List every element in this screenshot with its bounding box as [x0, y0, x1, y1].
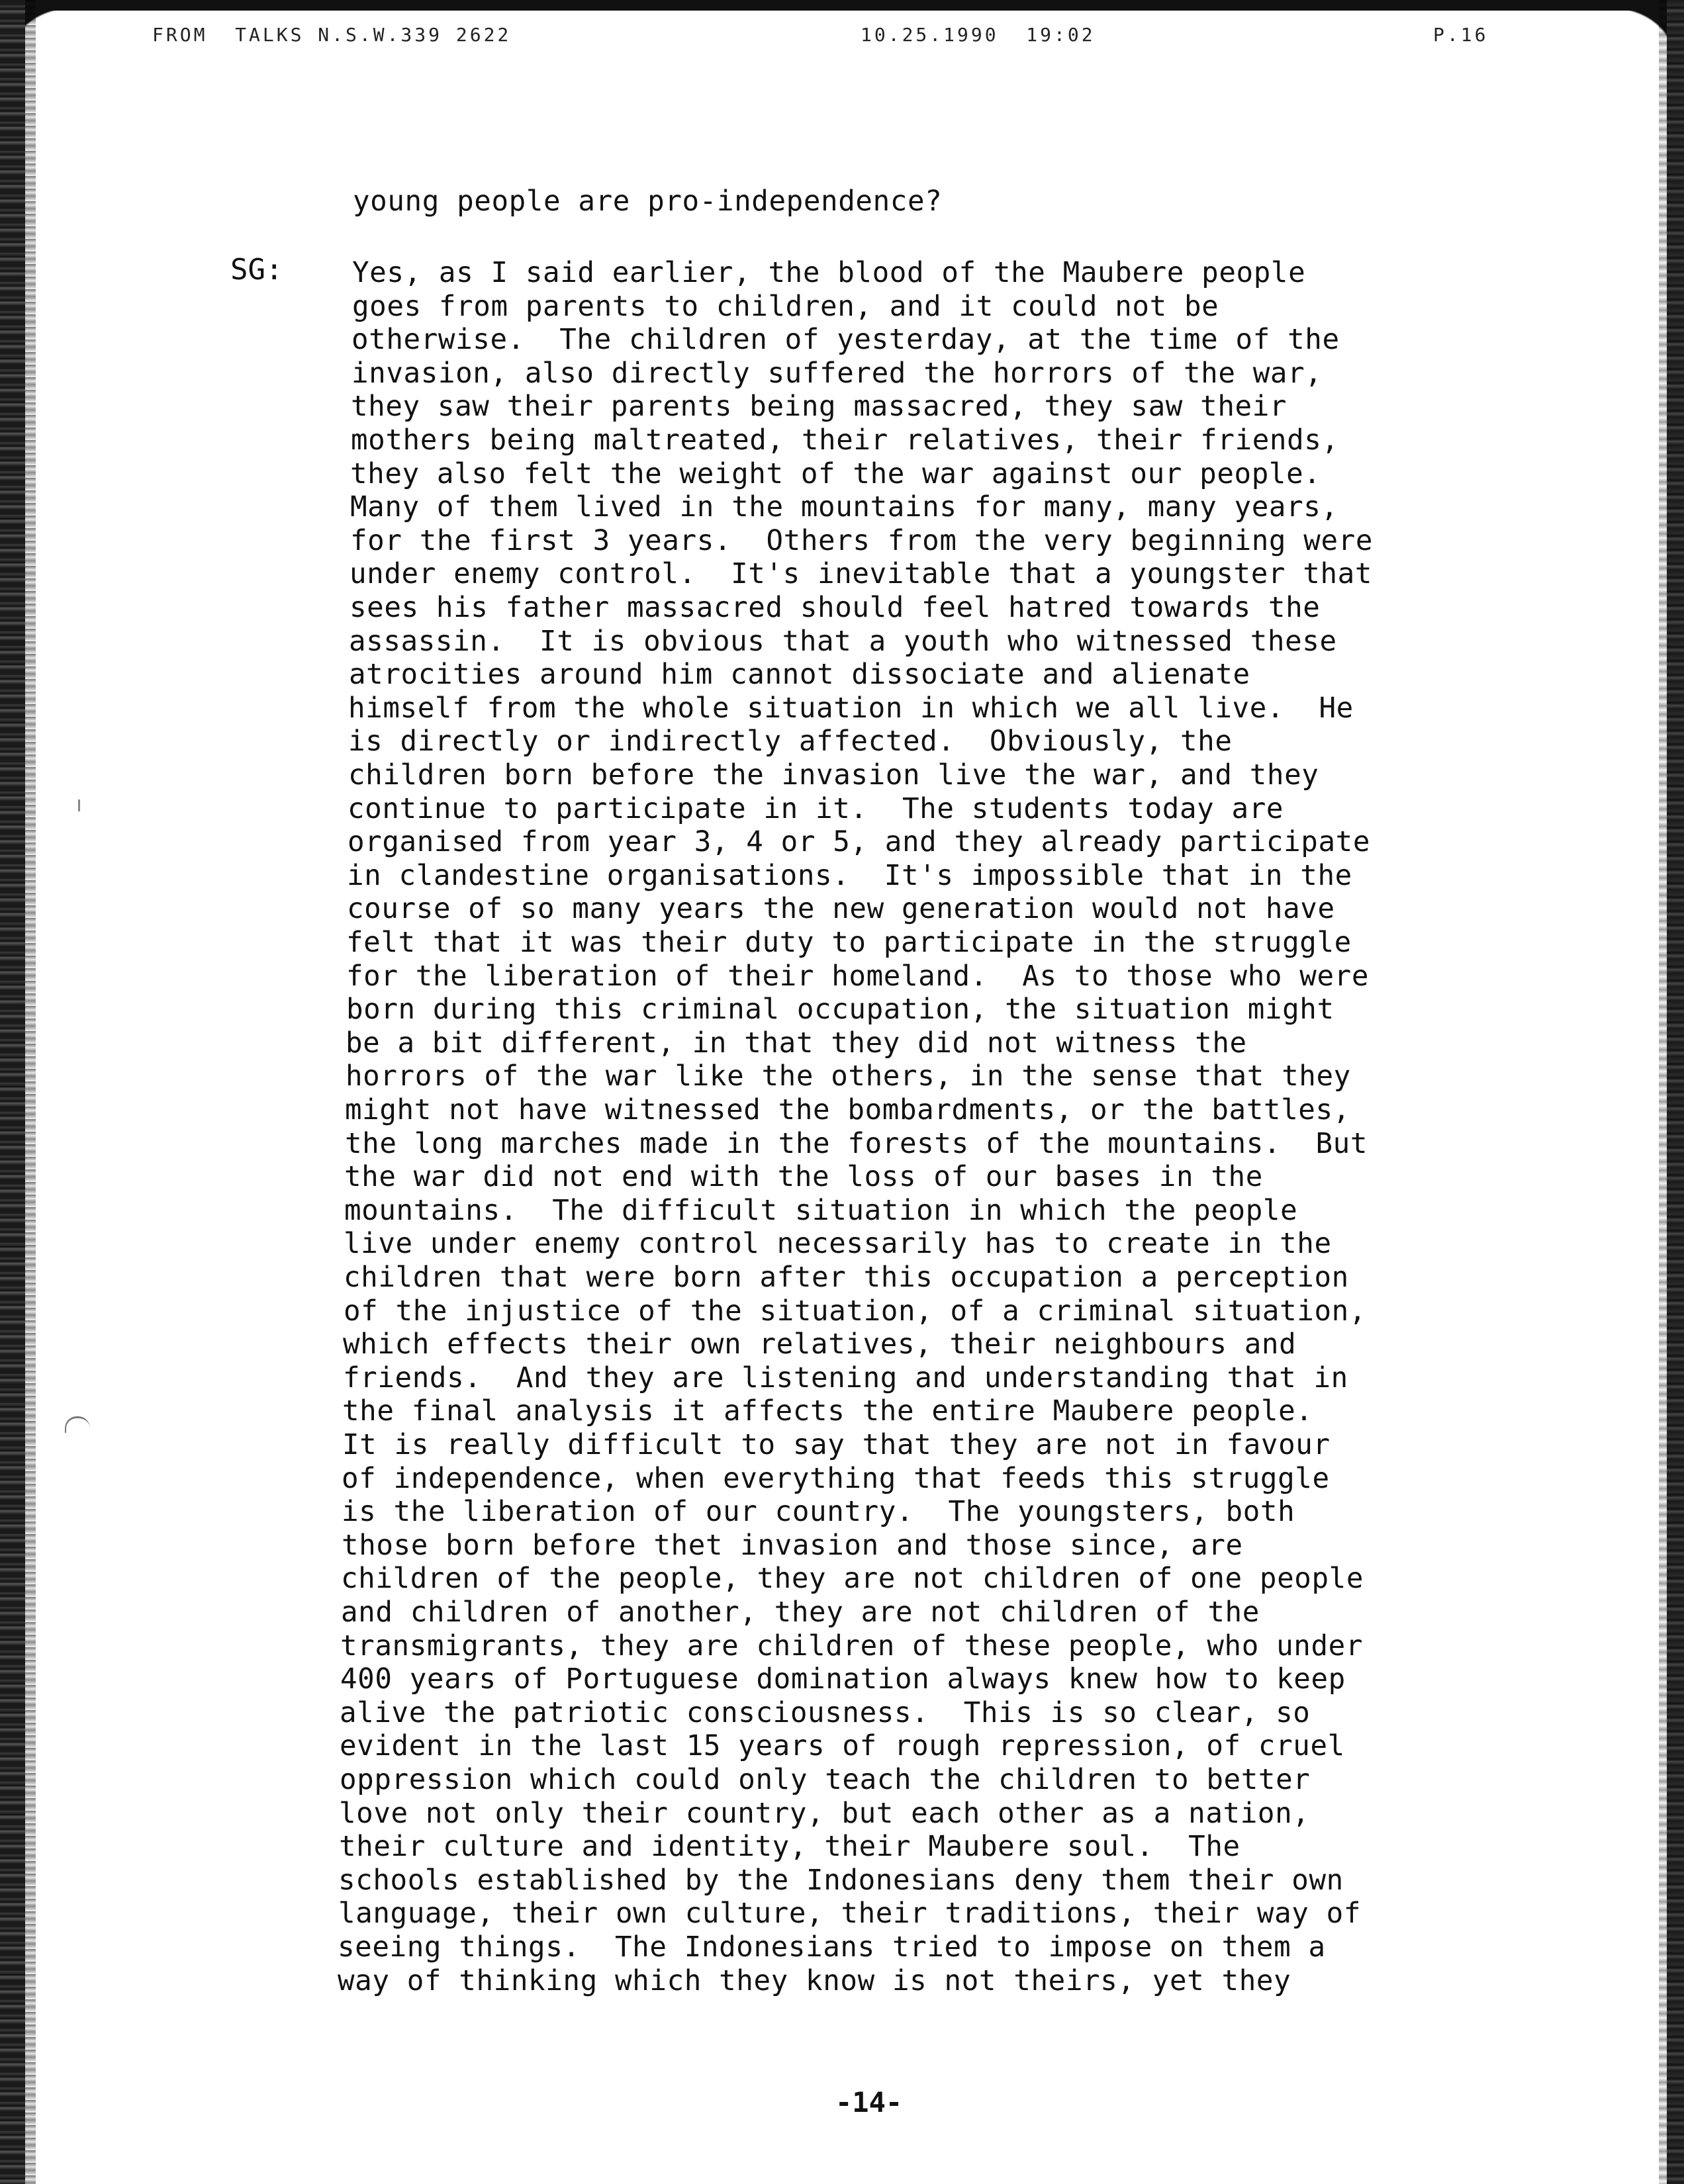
text-line: of the injustice of the situation, of a criminal situation, — [344, 1295, 1367, 1328]
text-line: invasion, also directly suffered the horrors of the war, — [351, 357, 1323, 390]
text-line: mothers being maltreated, their relatives, their friends, — [351, 424, 1339, 457]
fax-sender: FROM TALKS N.S.W.339 2622 — [152, 24, 512, 46]
text-line: horrors of the war like the others, in the sense that they — [346, 1060, 1351, 1093]
text-line: 400 years of Portuguese domination always knew how to keep — [340, 1663, 1346, 1696]
text-line: in clandestine organisations. It's impossible that in the — [347, 860, 1352, 892]
scan-edge-left — [0, 0, 25, 2184]
text-line: live under enemy control necessarily has to create in the — [344, 1228, 1332, 1260]
text-line: Many of them lived in the mountains for many, many years, — [350, 491, 1338, 523]
text-line: felt that it was their duty to participate in the struggle — [346, 927, 1352, 959]
text-line: schools established by the Indonesians deny them their own — [338, 1864, 1344, 1897]
text-line: born during this criminal occupation, the situation might — [346, 993, 1334, 1026]
text-line: love not only their country, but each other as a nation, — [339, 1797, 1310, 1830]
fax-page-number: P.16 — [1433, 24, 1489, 46]
text-line: the final analysis it affects the entire Maubere people. — [342, 1395, 1313, 1428]
text-line: they also felt the weight of the war against our people. — [350, 458, 1321, 490]
text-line: the war did not end with the loss of our bases in the — [344, 1161, 1263, 1193]
scan-edge-right — [1667, 0, 1684, 2184]
text-line: organised from year 3, 4 or 5, and they already participate — [348, 826, 1371, 858]
text-line: the long marches made in the forests of the mountains. But — [345, 1128, 1368, 1160]
text-line: It is really difficult to say that they are not in favour — [342, 1429, 1331, 1461]
text-line: children born before the invasion live the war, and they — [348, 759, 1319, 792]
text-line: of independence, when everything that feeds this struggle — [342, 1463, 1330, 1495]
text-line: they saw their parents being massacred, they saw their — [351, 390, 1287, 423]
fax-timestamp: 10.25.1990 19:02 — [861, 24, 1096, 46]
text-line: evident in the last 15 years of rough repression, of cruel — [340, 1730, 1345, 1762]
text-line: transmigrants, they are children of these people, who under — [340, 1630, 1364, 1662]
scan-stray-mark — [78, 799, 80, 811]
text-line: for the first 3 years. Others from the very beginning were — [350, 525, 1374, 557]
text-line: mountains. The difficult situation in which the people — [344, 1195, 1298, 1227]
fax-header — [152, 24, 1509, 50]
text-line: those born before thet invasion and those since, are — [342, 1529, 1243, 1562]
text-line: which effects their own relatives, their neighbours and — [343, 1328, 1297, 1361]
text-line: seeing things. The Indonesians tried to impose on them a — [338, 1931, 1326, 1964]
text-line: might not have witnessed the bombardments, or the battles, — [345, 1094, 1350, 1126]
text-line: is directly or indirectly affected. Obviously, the — [348, 725, 1233, 758]
text-line: himself from the whole situation in which we all live. He — [348, 692, 1354, 725]
scan-edge-top — [0, 0, 1684, 11]
speaker-label: SG: — [230, 253, 283, 287]
text-line: is the liberation of our country. The youngsters, both — [342, 1496, 1295, 1528]
text-line: way of thinking which they know is not theirs, yet they — [338, 1965, 1291, 1997]
text-line: oppression which could only teach the children to better — [340, 1764, 1311, 1796]
text-line: young people are pro-independence? — [353, 185, 943, 218]
text-line: Yes, as I said earlier, the blood of the Maubere people — [352, 257, 1306, 289]
text-line: sees his father massacred should feel hatred towards the — [350, 592, 1321, 624]
page-number: -14- — [835, 2086, 903, 2118]
scan-stray-mark — [65, 1416, 90, 1433]
text-line: continue to participate in it. The students today are — [348, 793, 1284, 825]
text-line: otherwise. The children of yesterday, at the time of the — [351, 324, 1340, 356]
scan-edge-left-shadow — [25, 0, 36, 2184]
scan-edge-right-shadow — [1659, 0, 1667, 2184]
text-line: atrocities around him cannot dissociate and alienate — [349, 659, 1250, 691]
text-line: for the liberation of their homeland. As to those who were — [346, 960, 1370, 993]
text-line: under enemy control. It's inevitable that a youngster that — [350, 558, 1373, 590]
text-line: course of so many years the new generation would not have — [347, 893, 1335, 925]
text-line: alive the patriotic consciousness. This is so clear, so — [340, 1697, 1311, 1729]
text-line: be a bit different, in that they did not witness the — [346, 1027, 1247, 1060]
text-line: assassin. It is obvious that a youth who witnessed these — [349, 625, 1337, 658]
text-line: children of the people, they are not children of one people — [341, 1563, 1364, 1595]
text-line: and children of another, they are not children of the — [341, 1596, 1260, 1629]
text-line: goes from parents to children, and it could not be — [352, 291, 1219, 323]
text-line: children that were born after this occupation a perception — [344, 1261, 1349, 1294]
text-line: their culture and identity, their Maubere soul. The — [339, 1831, 1240, 1863]
text-line: friends. And they are listening and understanding that in — [343, 1362, 1348, 1394]
text-line: language, their own culture, their traditions, their way of — [338, 1897, 1362, 1930]
